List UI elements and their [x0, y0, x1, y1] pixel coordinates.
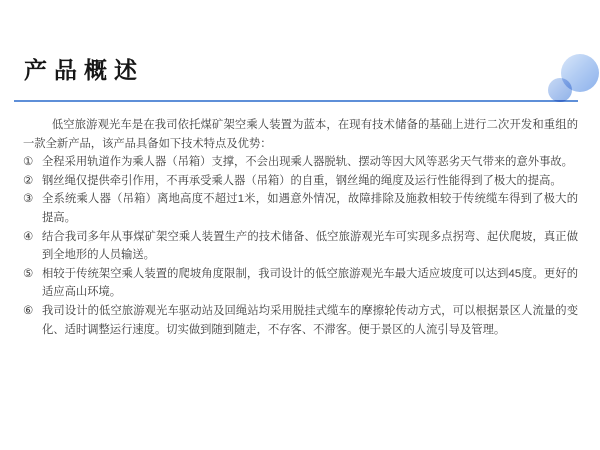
feature-item — [23, 302, 578, 339]
feature-list — [23, 153, 578, 339]
feature-text: 全程采用轨道作为乘人器（吊箱）支撑，不会出现乘人器脱轨、摆动等因大风等恶劣天气带来的意外事故。 — [42, 156, 573, 169]
feature-item — [23, 153, 578, 172]
feature-item — [23, 190, 578, 227]
feature-text: 钢丝绳仅提供牵引作用，不再承受乘人器（吊箱）的自重，钢丝绳的绳度及运行性能得到了极大的提高。 — [42, 174, 562, 187]
feature-number: ③ — [23, 193, 34, 206]
feature-number: ⑤ — [23, 267, 34, 280]
feature-text: 全系统乘人器（吊箱）离地高度不超过1米，如遇意外情况，故障排除及施救相较于传统缆车得到了极大的提高。 — [42, 193, 578, 224]
intro-paragraph: 低空旅游观光车是在我司依托煤矿架空乘人装置为蓝本，在现有技术储备的基础上进行二次开发和重组的一款全新产品，该产品具备如下技术特点及优势： — [23, 119, 578, 150]
feature-text: 相较于传统架空乘人装置的爬坡角度限制，我司设计的低空旅游观光车最大适应坡度可以达到45度。更好的适应高山环境。 — [42, 267, 578, 299]
title-underline — [14, 100, 578, 102]
feature-item — [23, 228, 578, 265]
feature-text: 我司设计的低空旅游观光车驱动站及回绳站均采用脱挂式缆车的摩擦轮传动方式，可以根据景区人流量的变化、适时调整运行速度。切实做到随到随走，不存客、不滞客。便于景区的人流引导及管理。 — [42, 304, 578, 336]
feature-item — [23, 265, 578, 302]
feature-number: ④ — [23, 230, 34, 243]
page-title: 产品概述 — [24, 57, 144, 83]
feature-number: ① — [23, 156, 34, 169]
feature-item — [23, 172, 578, 191]
feature-number: ② — [23, 174, 34, 187]
feature-number: ⑥ — [23, 304, 34, 317]
feature-text: 结合我司多年从事煤矿架空乘人装置生产的技术储备、低空旅游观光车可实现多点拐弯、起伏爬坡，真正做到全地形的人员输送。 — [42, 230, 578, 262]
body-text-block — [23, 116, 578, 339]
decorative-circle-small — [548, 78, 572, 102]
